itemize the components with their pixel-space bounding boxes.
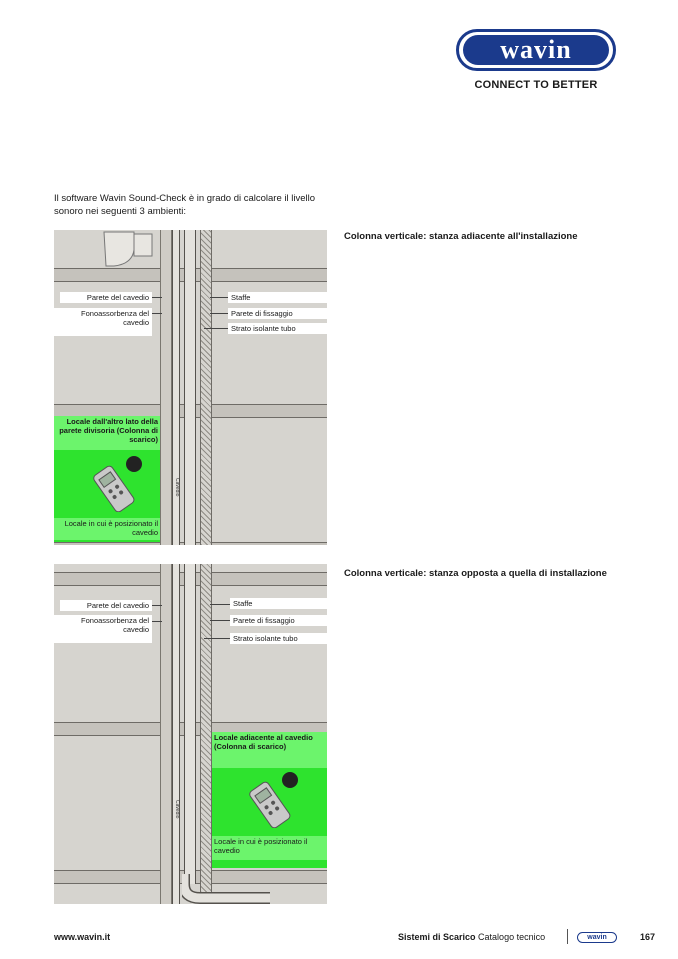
label-strato-isolante: Strato isolante tubo	[230, 633, 327, 644]
leader-line	[152, 313, 162, 314]
label-locale-adiacente: Locale adiacente al cavedio (Colonna di scarico)	[212, 732, 327, 768]
sound-level-meter-icon	[238, 768, 302, 828]
footer-title-rest: Catalogo tecnico	[475, 932, 546, 942]
leader-line	[152, 605, 162, 606]
label-parete-cavedio: Parete del cavedio	[60, 292, 152, 303]
drain-pipe	[184, 564, 196, 884]
label-fonoassorbenza: Fonoassorbenza del cavedio	[54, 308, 152, 336]
leader-line	[152, 621, 162, 622]
footer-wavin-logo: wavin	[577, 932, 617, 943]
pipe-bend	[182, 874, 272, 904]
diagram-2	[54, 564, 327, 904]
label-staffe: Staffe	[228, 292, 327, 303]
fixing-wall	[200, 564, 212, 904]
page-number: 167	[640, 932, 656, 942]
label-parete-fissaggio: Parete di fissaggio	[228, 308, 327, 319]
pipe-insulation	[172, 230, 180, 545]
shaft-wall	[160, 564, 172, 904]
diagram-2-caption: Colonna verticale: stanza opposta a quella di installazione	[344, 568, 607, 579]
leader-line	[210, 297, 228, 298]
label-locale-altro-lato: Locale dall'altro lato della parete divisoria (Colonna di scarico)	[54, 416, 160, 450]
leader-line	[204, 328, 228, 329]
leader-line	[210, 604, 230, 605]
leader-line	[210, 620, 230, 621]
drain-pipe	[184, 230, 196, 545]
wavin-logo	[456, 29, 616, 71]
diagram-1-caption: Colonna verticale: stanza adiacente all'installazione	[344, 231, 578, 242]
label-parete-fissaggio: Parete di fissaggio	[230, 615, 327, 626]
label-strato-isolante: Strato isolante tubo	[228, 323, 327, 334]
footer-title	[398, 932, 545, 942]
label-parete-cavedio: Parete del cavedio	[60, 600, 152, 611]
label-staffe: Staffe	[230, 598, 327, 609]
shaft-wall	[160, 230, 172, 545]
diagram-1	[54, 230, 327, 545]
wavin-logo-text: wavin	[463, 35, 609, 65]
sound-level-meter-icon	[82, 452, 146, 512]
toilet-icon	[94, 230, 154, 270]
footer-divider	[567, 929, 568, 944]
shaft-text: Cavedio	[174, 478, 180, 497]
label-locale-cavedio: Locale in cui è posizionato il cavedio	[54, 518, 160, 540]
leader-line	[210, 313, 228, 314]
tagline: CONNECT TO BETTER	[474, 79, 598, 91]
pipe-insulation	[172, 564, 180, 904]
fixing-wall	[200, 230, 212, 545]
footer-title-bold: Sistemi di Scarico	[398, 932, 476, 942]
intro-text: Il software Wavin Sound-Check è in grado di calcolare il livello sonoro nei seguenti 3 ambienti:	[54, 193, 316, 217]
shaft-text: Cavedio	[174, 800, 180, 819]
leader-line	[152, 297, 162, 298]
label-locale-cavedio: Locale in cui è posizionato il cavedio	[212, 836, 327, 860]
leader-line	[204, 638, 230, 639]
footer-url[interactable]: www.wavin.it	[54, 932, 111, 942]
label-fonoassorbenza: Fonoassorbenza del cavedio	[54, 615, 152, 643]
